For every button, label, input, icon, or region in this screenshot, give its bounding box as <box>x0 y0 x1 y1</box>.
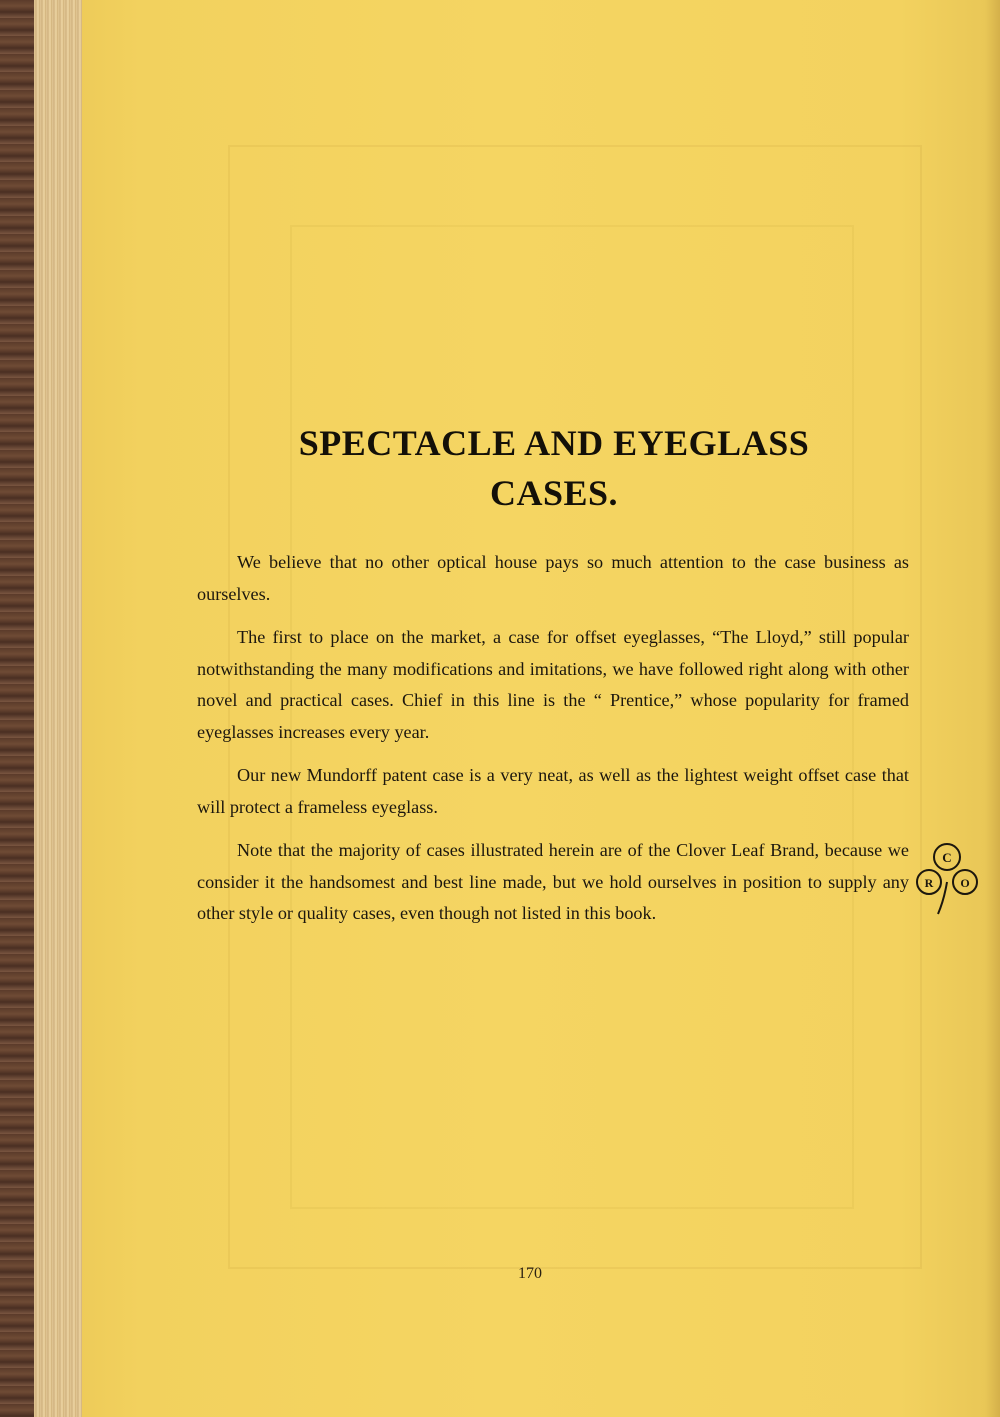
page-title <box>230 418 878 518</box>
paragraph-1: We believe that no other optical house pays so much attention to the case business as ourselves. <box>197 552 909 604</box>
body-text <box>197 547 909 942</box>
page-number: 170 <box>518 1265 542 1282</box>
clover-letter-c: C <box>942 850 952 865</box>
clover-letter-o: O <box>960 876 970 890</box>
paragraph-2: The first to place on the market, a case for offset eyeglasses, “The Lloyd,” still popular notwithstanding the many modifications and imitations, we have followed right along with other novel and practical cases. Chief in this line is the “ Prentice,” whose popularity for framed eyeglasses increases every year. <box>197 627 909 742</box>
title-line-1: SPECTACLE AND EYEGLASS <box>298 423 810 463</box>
clover-letter-r: R <box>924 876 934 890</box>
clover-leaf-brand-icon <box>914 838 980 918</box>
book-spine <box>0 0 34 1417</box>
page-edges <box>34 0 82 1417</box>
paragraph-3: Our new Mundorff patent case is a very neat, as well as the lightest weight offset case that will protect a frameless eyeglass. <box>197 765 909 817</box>
title-line-2: CASES. <box>489 473 619 513</box>
paragraph-4: Note that the majority of cases illustrated herein are of the Clover Leaf Brand, because we consider it the handsomest and best line made, but we hold ourselves in position to supply any other style or quality cases, even though not listed in this book. <box>197 840 909 923</box>
